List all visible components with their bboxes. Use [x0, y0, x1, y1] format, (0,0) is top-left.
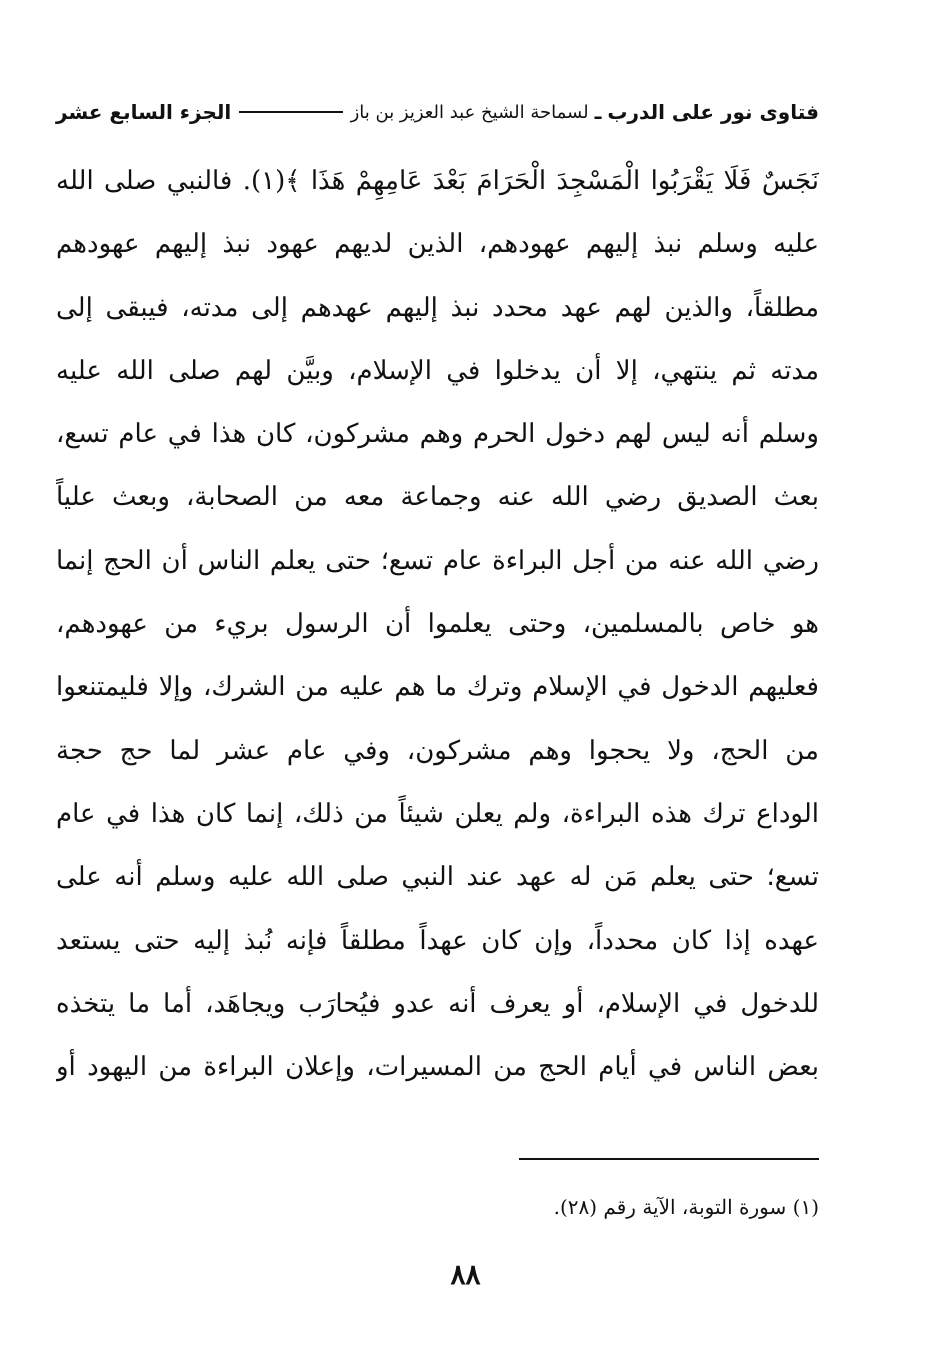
main-text [56, 150, 819, 1099]
author-line: لسماحة الشيخ عبد العزيز بن باز [350, 101, 589, 123]
text-line: من الحج، ولا يحجوا وهم مشركون، وفي عام عشر لما حج حجة [56, 735, 819, 766]
volume-label: الجزء السابع عشر [56, 100, 232, 124]
text-line: نَجَسٌ فَلَا يَقْرَبُوا الْمَسْجِدَ الْحَرَامَ بَعْدَ عَامِهِمْ هَذَا ﴾(١). فالنبي صلى الله [56, 166, 819, 196]
text-line: هو خاص بالمسلمين، وحتى يعلموا أن الرسول بريء من عهودهم، [56, 609, 819, 640]
header-rule [239, 111, 342, 113]
text-line: بعض الناس في أيام الحج من المسيرات، وإعلان البراءة من اليهود أو [56, 1052, 819, 1083]
text-line: مطلقاً، والذين لهم عهد محدد نبذ إليهم عهدهم إلى مدته، فيبقى إلى [56, 292, 819, 323]
text-line: رضي الله عنه من أجل البراءة عام تسع؛ حتى يعلم الناس أن الحج إنما [56, 545, 819, 576]
page-number: ٨٨ [450, 1258, 481, 1291]
footnote: (١) سورة التوبة، الآية رقم (٢٨). [553, 1195, 819, 1219]
text-line: مدته ثم ينتهي، إلا أن يدخلوا في الإسلام، وبيَّن لهم صلى الله عليه [56, 355, 819, 386]
text-line: تسع؛ حتى يعلم مَن له عهد عند النبي صلى الله عليه وسلم أنه على [56, 862, 819, 893]
text-line: وسلم أنه ليس لهم دخول الحرم وهم مشركون، كان هذا في عام تسع، [56, 419, 819, 450]
text-line: عهده إذا كان محدداً، وإن كان عهداً مطلقاً فإنه نُبذ إليه حتى يستعد [56, 925, 819, 956]
running-header [56, 92, 819, 132]
text-line: فعليهم الدخول في الإسلام وترك ما هم عليه من الشرك، وإلا فليمتنعوا [56, 672, 819, 703]
footnote-separator [519, 1158, 819, 1160]
text-line: الوداع ترك هذه البراءة، ولم يعلن شيئاً من ذلك، إنما كان هذا في عام [56, 798, 819, 829]
book-title: فتاوى نور على الدرب [607, 100, 819, 124]
text-line: بعث الصديق رضي الله عنه وجماعة معه من الصحابة، وبعث علياً [56, 482, 819, 513]
text-line: عليه وسلم نبذ إليهم عهودهم، الذين لديهم عهود نبذ إليهم عهودهم [56, 229, 819, 260]
header-dash: ـ [594, 100, 602, 124]
text-line: للدخول في الإسلام، أو يعرف أنه عدو فيُحارَب ويجاهَد، أما ما يتخذه [56, 988, 819, 1019]
